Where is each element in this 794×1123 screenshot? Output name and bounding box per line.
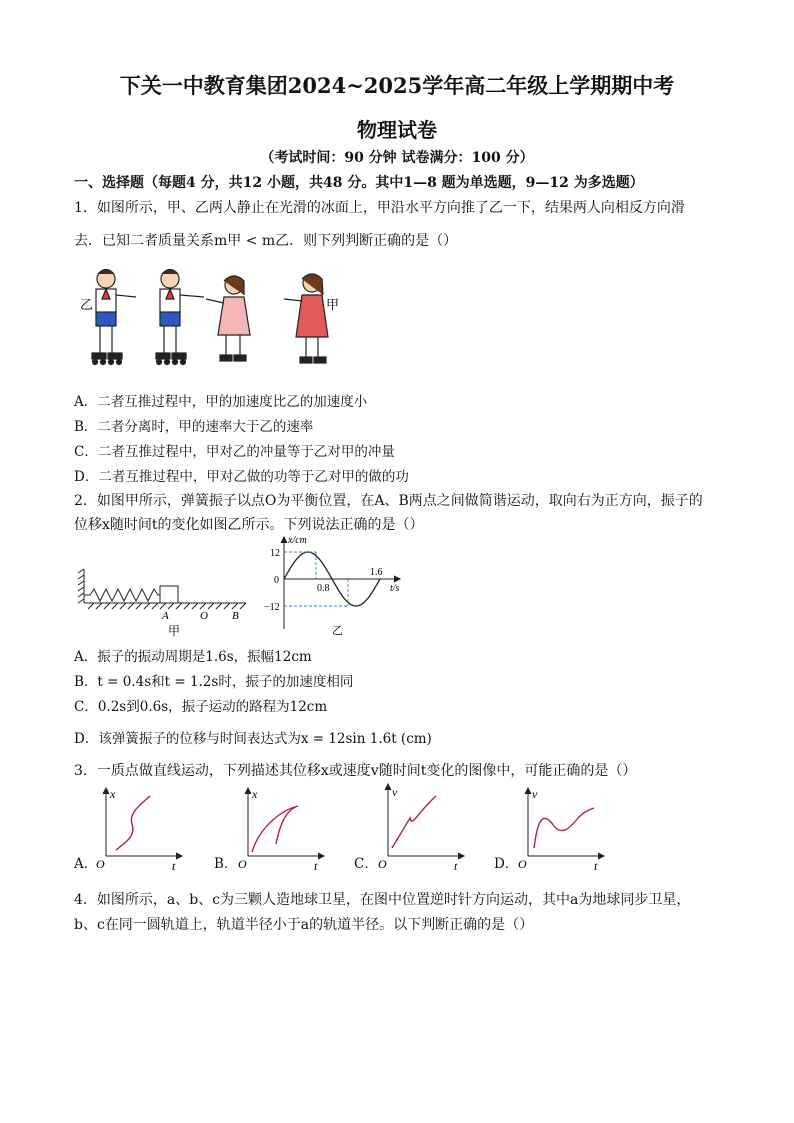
caption-jia: 甲: [168, 624, 181, 637]
y-max-label: 12: [270, 548, 280, 559]
q4-stem-line1: 4．如图所示，a、b、c为三颗人造地球卫星，在图中位置逆时针方向运动，其中a为地球同步卫星，: [74, 892, 691, 908]
q3-graph-d: [516, 786, 608, 872]
x-axis-label: t/s: [390, 583, 400, 594]
y-label-b: x: [252, 787, 258, 801]
x-end-label: 1.6: [370, 567, 383, 578]
y-axis-label: x/cm: [288, 535, 307, 546]
point-o: O: [200, 610, 208, 622]
figure-label-yi: 乙: [80, 297, 94, 312]
x-mid-label: 0.8: [317, 583, 330, 594]
spring-oscillator-figure: [76, 565, 251, 637]
skaters-figure: [74, 265, 364, 375]
q1-option-d: D．二者互推过程中，甲对乙做的功等于乙对甲的做的功: [74, 469, 409, 485]
q3-option-d-label: D．: [494, 856, 519, 872]
q1-stem-line2: 去．已知二者质量关系m甲 < m乙．则下列判断正确的是（）: [74, 233, 458, 249]
displacement-time-graph: [262, 533, 410, 641]
page-title: 下关一中教育集团2024~2025学年高二年级上学期期中考: [119, 73, 675, 98]
y-min-label: −12: [264, 602, 280, 613]
y-label-c: v: [392, 785, 398, 799]
curve-d: [534, 808, 594, 848]
point-b: B: [232, 610, 239, 622]
q2-option-b: B．t = 0.4s和t = 1.2s时，振子的加速度相同: [74, 674, 354, 690]
q3-stem: 3．一质点做直线运动，下列描述其位移x或速度v随时间t变化的图像中，可能正确的是（）: [74, 763, 637, 779]
q3-graph-c: [376, 782, 468, 872]
figure-label-jia: 甲: [326, 297, 340, 312]
origin-label: 0: [274, 575, 279, 586]
q1-option-c: C．二者互推过程中，甲对乙的冲量等于乙对甲的冲量: [74, 444, 395, 460]
origin-b: O: [238, 857, 247, 871]
y-label-d: v: [532, 787, 538, 801]
q3-option-c-label: C．: [354, 856, 378, 872]
q2-option-c: C．0.2s到0.6s，振子运动的路程为12cm: [74, 699, 328, 715]
q3-graph-a: [94, 786, 186, 872]
point-a: A: [162, 610, 169, 622]
q1-option-b: B．二者分离时，甲的速率大于乙的速率: [74, 419, 314, 435]
curve-a: [116, 796, 150, 850]
origin-c: O: [378, 857, 387, 871]
section-heading: 一、选择题（每题4 分，共12 小题，共48 分。其中1—8 题为单选题，9—12 为多选题）: [74, 175, 644, 191]
q2-stem-line1: 2．如图甲所示，弹簧振子以点O为平衡位置，在A、B两点之间做简谐运动，取向右为正方向，振子的: [74, 493, 703, 509]
q2-option-d: D．该弹簧振子的位移与时间表达式为x = 12sin 1.6t (cm): [74, 731, 432, 747]
q3-option-b-label: B．: [214, 856, 238, 872]
q1-stem-line1: 1．如图所示，甲、乙两人静止在光滑的冰面上，甲沿水平方向推了乙一下，结果两人向相反方向滑: [74, 200, 685, 216]
q2-option-a: A．振子的振动周期是1.6s，振幅12cm: [74, 649, 312, 665]
origin-d: O: [518, 857, 527, 871]
exam-info: （考试时间：90 分钟 试卷满分：100 分）: [260, 150, 534, 166]
caption-yi: 乙: [332, 625, 343, 637]
q2-stem-line2: 位移x随时间t的变化如图乙所示。下列说法正确的是（）: [74, 517, 424, 533]
origin-a: O: [96, 857, 105, 871]
q3-option-a-label: A．: [74, 856, 98, 872]
x-label-b: t: [314, 859, 318, 872]
x-label-d: t: [594, 859, 598, 872]
q1-option-a: A．二者互推过程中，甲的加速度比乙的加速度小: [74, 394, 368, 410]
x-label-c: t: [454, 859, 458, 872]
page-subtitle: 物理试卷: [357, 118, 437, 142]
q3-graph-b: [236, 786, 328, 872]
x-label-a: t: [172, 859, 176, 872]
curve-c: [392, 796, 436, 848]
curve-b: [252, 806, 298, 852]
y-label-a: x: [110, 787, 116, 801]
q4-stem-line2: b、c在同一圆轨道上，轨道半径小于a的轨道半径。以下判断正确的是（）: [74, 917, 534, 933]
